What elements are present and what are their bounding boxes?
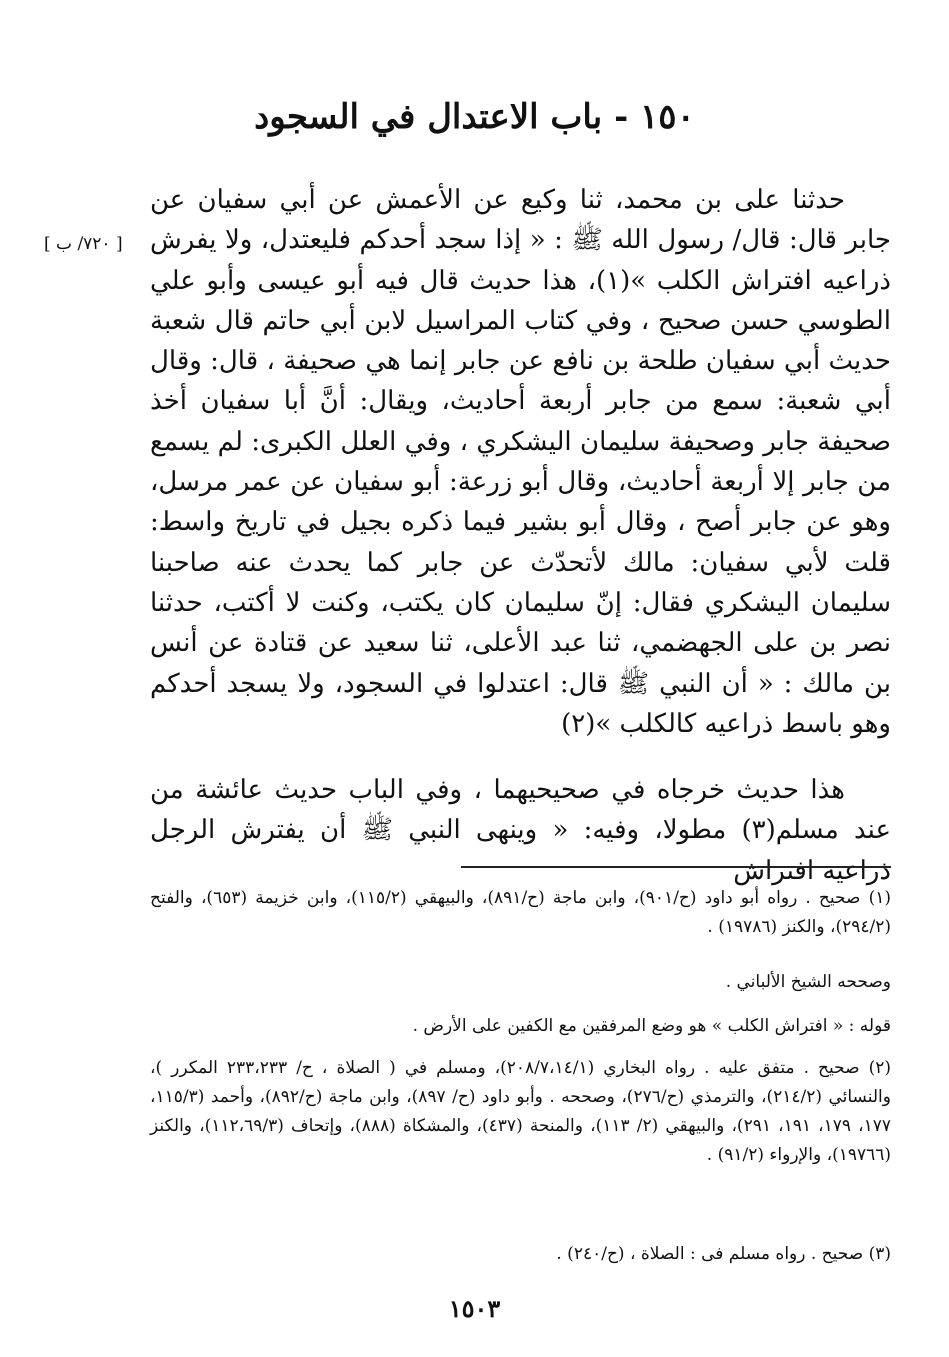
footnote-1-albani-note: وصححه الشيخ الألباني . [725,972,891,992]
footnote-separator [461,866,891,868]
footnote-1: (١) صحيح . رواه أبو داود (ح/٩٠١)، وابن ماجة (ح/٨٩١)، والبيهقي (١١٥/٢)، وابن خزيمة (٦٥٣)، والفتح (٢٩٤/٢)، والكنز (١٩٧٨٦) . [150,888,891,937]
commentary-paragraph: هذا حديث خرجاه في صحيحيهما ، وفي الباب حديث عائشة من عند مسلم(٣) مطولا، وفيه: « وينهى النبي ﷺ أن يفترش الرجل ذراعيه افتراش [150,775,892,886]
footnote-2: (٢) صحيح . متفق عليه . رواه البخاري (٢٠٨/٧،١٤/١)، ومسلم في ( الصلاة ، ح/ ٢٣٣،٢٣٣ المكرر )، والنسائي (٢١٤/٢)، والترمذي (ح/٢٧٦)، وصححه . وأبو داود (ح/ ٨٩٧)، وابن ماجة (ح/٨٩٢)، وأحمد (١١٥/٣، ١٧٧، ١٧٩، ١٩١، ٢٩١)، والبيهقي (٢/ ١١٣)، والمنحة (٤٣٧)، والمشكاة (٨٨٨)، وإتحاف (١١٢،٦٩/٣)، والكنز (١٩٧٦٦)، والإرواء (٩١/٢) . [150,1058,892,1165]
page-number: ١٥٠٣ [448,1294,501,1323]
manuscript-folio-reference: [ ٧٢٠/ ب ] [44,234,123,254]
footnote-3: (٣) صحيح . رواه مسلم فى : الصلاة ، (ح/٢٤٠) . [556,1244,891,1264]
footnote-1-explanation: قوله : « افتراش الكلب » هو وضع المرفقين مع الكفين على الأرض . [412,1016,891,1036]
chapter-title: ١٥٠ - باب الاعتدال في السجود [254,97,695,137]
hadith-paragraph: حدثنا على بن محمد، ثنا وكيع عن الأعمش عن أبي سفيان عن جابر قال: قال/ رسول الله ﷺ : « إذا سجد أحدكم فليعتدل، ولا يفرش ذراعيه افتراش الكلب »(١)، هذا حديث قال فيه أبو عيسى وأبو علي الطوسي حسن صحيح ، وفي كتاب المراسيل لابن أبي حاتم قال شعبة حديث أبي سفيان طلحة بن نافع عن جابر إنما هي صحيفة ، قال: وقال أبي شعبة: سمع من جابر أربعة أحاديث، ويقال: أنَّ أبا سفيان أخذ صحيفة جابر وصحيفة سليمان اليشكري ، وفي العلل الكبرى: لم يسمع من جابر إلا أربعة أحاديث، وقال أبو زرعة: أبو سفيان عن عمر مرسل، وهو عن جابر أصح ، وقال أبو بشير فيما ذكره بجيل في تاريخ واسط: قلت لأبي سفيان: مالك لأتحدّث عن جابر كما يحدث عنه صاحبنا سليمان اليشكري فقال: إنّ سليمان كان يكتب، وكنت لا أكتب، حدثنا نصر بن على الجهضمي، ثنا عبد الأعلى، ثنا سعيد عن قتادة عن أنس بن مالك : « أن النبي ﷺ قال: اعتدلوا في السجود، ولا يسجد أحدكم وهو باسط ذراعيه كالكلب »(٢) [150,185,892,739]
